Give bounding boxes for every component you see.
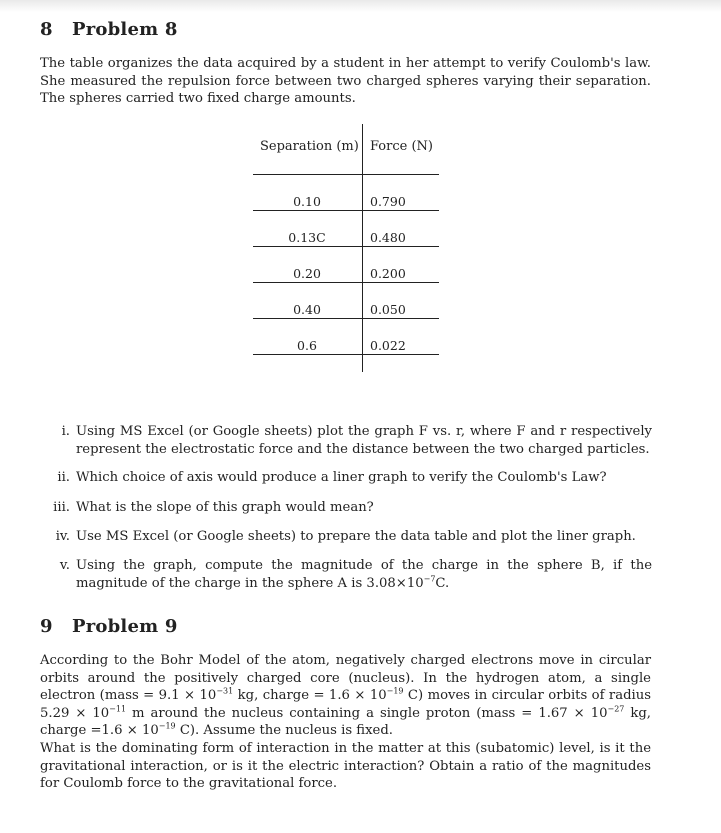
table-rule <box>253 354 439 355</box>
problem-8-intro: The table organizes the data acquired by a student in her attempt to verify Coulomb's law. She measured the repulsion force between two charged spheres varying their separation. The spheres carried two fixed charge amounts. <box>40 56 651 106</box>
table-cell-separation: 0.6 <box>297 338 317 353</box>
problem-9-question: What is the dominating form of interaction in the matter at this (subatomic) level, is it the gravitational interaction, or is it the electric interaction? Obtain a ratio of the magnitudes for Coulomb force to the gravitational force. <box>40 741 651 791</box>
list-item-text: Use MS Excel (or Google sheets) to prepare the data table and plot the liner graph. <box>76 529 636 544</box>
list-item <box>57 469 652 487</box>
top-shadow <box>0 0 721 12</box>
section-number: 9 <box>40 616 53 637</box>
table-rule <box>253 246 439 247</box>
list-item <box>55 528 652 546</box>
problem-9-paragraph: According to the Bohr Model of the atom, negatively charged electrons move in circular orbits around the positively charged core (nucleus). In the hydrogen atom, a single electron (mass = $9.1 \times 10^{-31}$ kg, charge = $1.6 \times 10^{-19}$ C) moves in circular orbits of radius $5.29 \times 10^{-11}$ m around the nucleus containing a single proton (mass = $1.67 \times 10^{-27}$ kg, charge $=1.6 \times 10^{-19}$ C). Assume the nucleus is fixed. <box>40 653 652 738</box>
list-item-text: Using the graph, compute the magnitude of the charge in the sphere B, if the magnitude of the charge in the sphere A is $3.08\times 10^{-7}C$. <box>76 558 652 591</box>
table-cell-separation: 0.20 <box>293 266 321 281</box>
table-rule <box>253 282 439 283</box>
table-rule <box>253 174 439 175</box>
section-number: 8 <box>40 19 53 40</box>
table-cell-force: 0.790 <box>370 194 406 209</box>
list-item-text: Using MS Excel (or Google sheets) plot the graph F vs. r, where F and r respectively represent the electrostatic force and the distance between the two charged particles. <box>76 424 652 457</box>
table-column-divider <box>362 124 363 372</box>
list-marker: v. <box>59 558 70 573</box>
list-marker: ii. <box>57 470 70 485</box>
table-cell-force: 0.200 <box>370 266 406 281</box>
table-header-force: Force (N) <box>370 139 433 154</box>
table-rule <box>253 210 439 211</box>
section-title: Problem 8 <box>72 19 178 40</box>
list-item-text: What is the slope of this graph would mean? <box>76 500 374 515</box>
list-marker: iii. <box>53 500 70 515</box>
section-title: Problem 9 <box>72 616 178 637</box>
list-marker: iv. <box>55 529 70 544</box>
problem-8-heading <box>40 19 178 40</box>
table-cell-force: 0.022 <box>370 338 406 353</box>
table-header-separation: Separation (m) <box>260 139 359 154</box>
problem-9-heading <box>40 616 178 637</box>
table-rule <box>253 318 439 319</box>
list-item <box>53 499 652 517</box>
list-item <box>59 557 652 592</box>
table-cell-separation: 0.10 <box>293 194 321 209</box>
table-cell-separation: 0.40 <box>293 302 321 317</box>
list-item <box>61 423 652 458</box>
table-cell-separation: 0.13C <box>288 230 326 245</box>
table-cell-force: 0.050 <box>370 302 406 317</box>
list-item-text: Which choice of axis would produce a liner graph to verify the Coulomb's Law? <box>76 470 607 485</box>
table-cell-force: 0.480 <box>370 230 406 245</box>
list-marker: i. <box>61 424 70 439</box>
